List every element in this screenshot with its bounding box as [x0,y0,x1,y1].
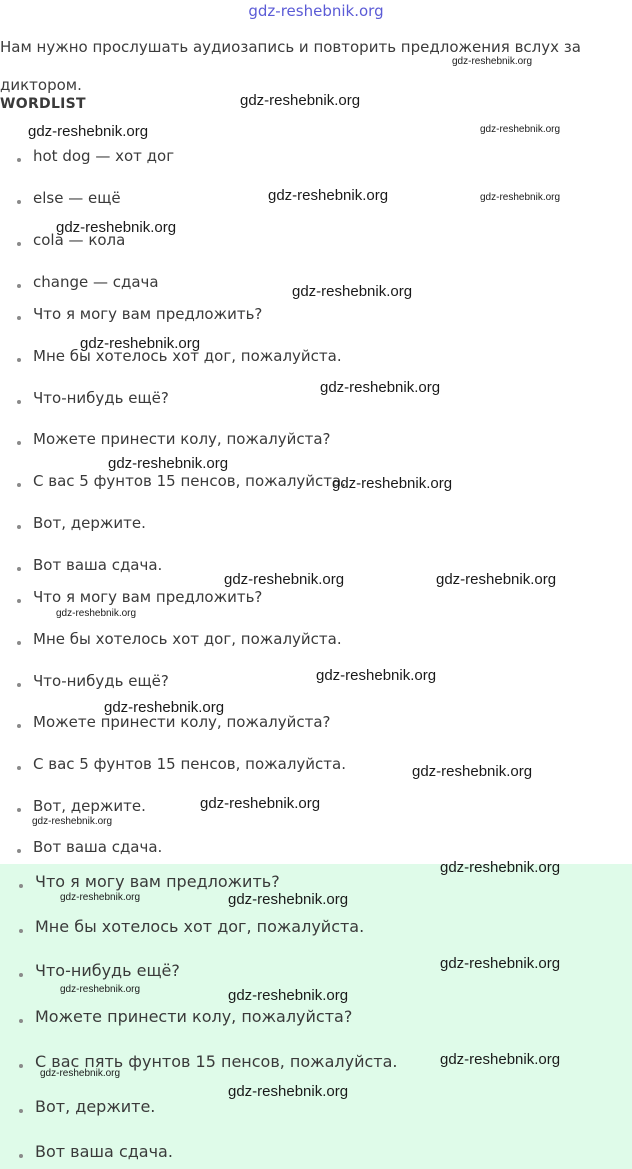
wordlist-item: Что-нибудь ещё? [33,389,169,407]
watermark: gdz-reshebnik.org [436,571,557,588]
list-bullet [19,1064,23,1068]
list-bullet [17,766,21,770]
list-bullet [19,973,23,977]
watermark: gdz-reshebnik.org [480,124,561,135]
task-instruction: Нам нужно прослушать аудиозапись и повторить предложения вслух за диктором. [0,38,581,94]
list-bullet [19,929,23,933]
list-bullet [17,724,21,728]
answer-item: С вас пять фунтов 15 пенсов, пожалуйста. [35,1052,398,1071]
wordlist-item: Можете принести колу, пожалуйста? [33,430,331,448]
watermark: gdz-reshebnik.org [440,955,561,972]
watermark: gdz-reshebnik.org [440,859,561,876]
list-bullet [17,441,21,445]
list-bullet [17,242,21,246]
wordlist-item: Что я могу вам предложить? [33,305,263,323]
watermark: gdz-reshebnik.org [268,187,389,204]
watermark: gdz-reshebnik.org [56,219,177,236]
wordlist-item: hot dog — хот дог [33,147,175,165]
list-bullet [17,284,21,288]
watermark: gdz-reshebnik.org [316,667,437,684]
watermark: gdz-reshebnik.org [228,1083,349,1100]
wordlist-item: Что-нибудь ещё? [33,672,169,690]
watermark: gdz-reshebnik.org [412,763,533,780]
list-bullet [17,400,21,404]
watermark: gdz-reshebnik.org [40,1068,121,1079]
watermark: gdz-reshebnik.org [32,816,113,827]
answer-item: Мне бы хотелось хот дог, пожалуйста. [35,917,365,936]
watermark: gdz-reshebnik.org [320,379,441,396]
watermark: gdz-reshebnik.org [480,192,561,203]
watermark: gdz-reshebnik.org [60,892,141,903]
list-bullet [17,641,21,645]
list-bullet [19,1019,23,1023]
list-bullet [17,358,21,362]
wordlist-heading: WORDLIST [0,96,86,112]
wordlist-item: Вот ваша сдача. [33,838,163,856]
site-header-watermark: gdz-reshebnik.org [248,2,384,20]
list-bullet [17,599,21,603]
watermark: gdz-reshebnik.org [440,1051,561,1068]
wordlist-item: cola — кола [33,231,126,249]
list-bullet [17,200,21,204]
watermark: gdz-reshebnik.org [292,283,413,300]
watermark: gdz-reshebnik.org [228,987,349,1004]
list-bullet [19,1154,23,1158]
list-bullet [19,884,23,888]
watermark: gdz-reshebnik.org [104,699,225,716]
answer-item: Вот, держите. [35,1097,156,1116]
watermark: gdz-reshebnik.org [228,891,349,908]
watermark: gdz-reshebnik.org [332,475,453,492]
wordlist-item: Мне бы хотелось хот дог, пожалуйста. [33,347,342,365]
answer-item: Что-нибудь ещё? [35,961,180,980]
list-bullet [17,158,21,162]
list-bullet [17,849,21,853]
list-bullet [17,483,21,487]
answer-item: Можете принести колу, пожалуйста? [35,1007,353,1026]
list-bullet [19,1109,23,1113]
wordlist-item: Что я могу вам предложить? [33,588,263,606]
answer-item: Что я могу вам предложить? [35,872,280,891]
wordlist-item: С вас 5 фунтов 15 пенсов, пожалуйста. [33,755,346,773]
wordlist-item: Вот ваша сдача. [33,556,163,574]
wordlist-item: else — ещё [33,189,121,207]
list-bullet [17,808,21,812]
watermark: gdz-reshebnik.org [240,92,361,109]
watermark: gdz-reshebnik.org [224,571,345,588]
watermark: gdz-reshebnik.org [56,608,137,619]
watermark: gdz-reshebnik.org [108,455,229,472]
watermark: gdz-reshebnik.org [200,795,321,812]
watermark: gdz-reshebnik.org [60,984,141,995]
watermark: gdz-reshebnik.org [28,123,149,140]
list-bullet [17,316,21,320]
wordlist-item: change — сдача [33,273,159,291]
list-bullet [17,525,21,529]
list-bullet [17,683,21,687]
list-bullet [17,567,21,571]
wordlist-item: Вот, держите. [33,797,146,815]
watermark: gdz-reshebnik.org [452,56,533,67]
wordlist-item: С вас 5 фунтов 15 пенсов, пожалуйста. [33,472,346,490]
wordlist-item: Вот, держите. [33,514,146,532]
wordlist-item: Мне бы хотелось хот дог, пожалуйста. [33,630,342,648]
answer-item: Вот ваша сдача. [35,1142,173,1161]
watermark: gdz-reshebnik.org [80,335,201,352]
wordlist-item: Можете принести колу, пожалуйста? [33,713,331,731]
